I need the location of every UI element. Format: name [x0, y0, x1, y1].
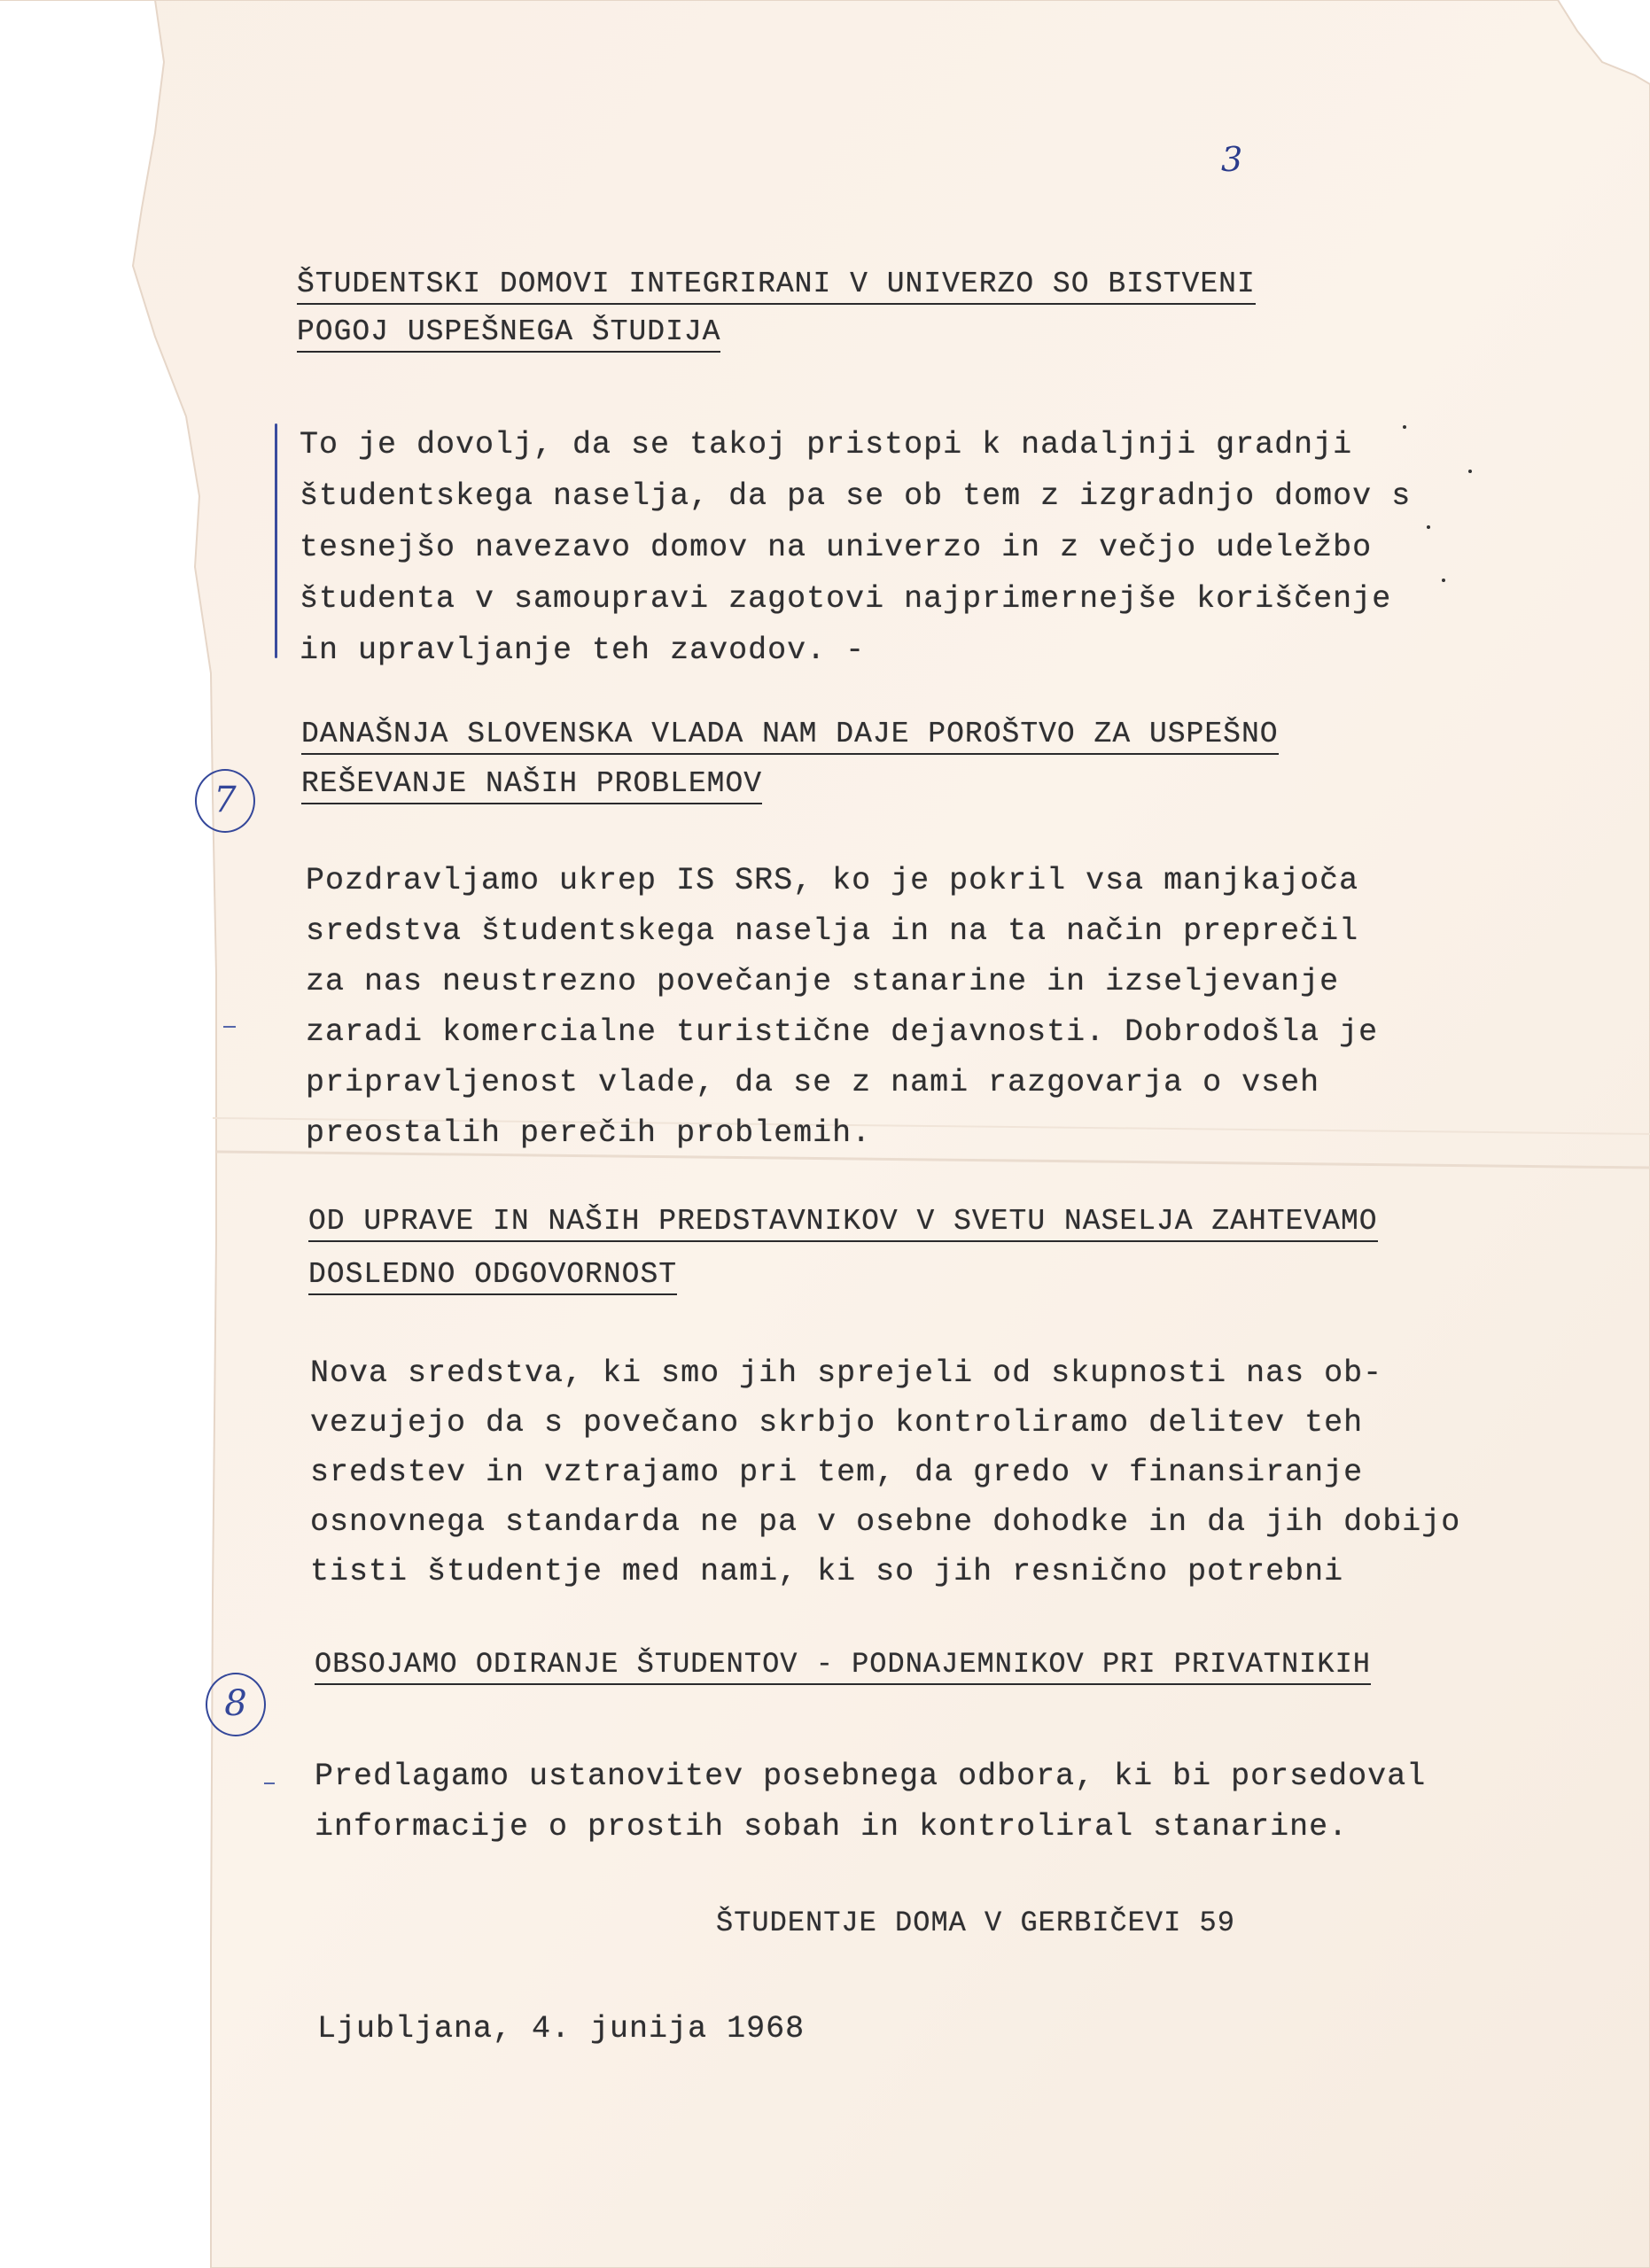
section3-paragraph-line2: vezujejo da s povečano skrbjo kontroliramo delitev teh	[310, 1405, 1364, 1441]
section4-heading: OBSOJAMO ODIRANJE ŠTUDENTOV - PODNAJEMNIKOV PRI PRIVATNIKIH	[315, 1648, 1371, 1685]
section2-heading-line2: REŠEVANJE NAŠIH PROBLEMOV	[301, 767, 762, 804]
section2-paragraph-line2: sredstva študentskega naselja in na ta način preprečil	[306, 913, 1359, 949]
section1-heading-line1: ŠTUDENTSKI DOMOVI INTEGRIRANI V UNIVERZO SO BISTVENI	[297, 268, 1256, 305]
section1-paragraph-line5: in upravljanje teh zavodov. -	[300, 633, 866, 668]
section4-paragraph-line1: Predlagamo ustanovitev posebnega odbora, ki bi porsedoval	[315, 1759, 1427, 1794]
section3-paragraph-line4: osnovnega standarda ne pa v osebne dohodke in da jih dobijo	[310, 1504, 1461, 1540]
margin-dot	[1403, 425, 1406, 429]
margin-number-7: 7	[195, 769, 255, 833]
section3-heading-line1: OD UPRAVE IN NAŠIH PREDSTAVNIKOV V SVETU NASELJA ZAHTEVAMO	[308, 1205, 1378, 1242]
margin-dot	[1427, 525, 1430, 529]
margin-tick	[264, 1783, 275, 1784]
margin-dot	[1442, 579, 1445, 582]
section3-paragraph-line1: Nova sredstva, ki smo jih sprejeli od skupnosti nas ob-	[310, 1355, 1383, 1391]
section3-paragraph-line5: tisti študentje med nami, ki so jih resnično potrebni	[310, 1554, 1344, 1589]
place-date: Ljubljana, 4. junija 1968	[317, 2011, 806, 2047]
section1-heading-line2: POGOJ USPEŠNEGA ŠTUDIJA	[297, 315, 720, 353]
section1-paragraph-line2: študentskega naselja, da pa se ob tem z izgradnjo domov s	[300, 478, 1412, 514]
margin-marker-line	[275, 423, 277, 658]
section1-paragraph-line3: tesnejšo navezavo domov na univerzo in z večjo udeležbo	[300, 530, 1373, 565]
section2-paragraph-line6: preostalih perečih problemih.	[306, 1115, 872, 1151]
section1-paragraph-line4: študenta v samoupravi zagotovi najprimernejše koriščenje	[300, 581, 1392, 617]
section2-paragraph-line1: Pozdravljamo ukrep IS SRS, ko je pokril vsa manjkajoča	[306, 863, 1359, 898]
section2-paragraph-line4: zaradi komercialne turistične dejavnosti. Dobrodošla je	[306, 1014, 1379, 1050]
signature-line: ŠTUDENTJE DOMA V GERBIČEVI 59	[716, 1907, 1235, 1939]
section2-paragraph-line5: pripravljenost vlade, da se z nami razgovarja o vseh	[306, 1065, 1320, 1100]
margin-number-8: 8	[206, 1673, 266, 1736]
section3-paragraph-line3: sredstev in vztrajamo pri tem, da gredo v finansiranje	[310, 1455, 1364, 1490]
page-number: 3	[1221, 140, 1243, 179]
section1-paragraph-line1: To je dovolj, da se takoj pristopi k nadaljnji gradnji	[300, 427, 1353, 462]
section3-heading-line2: DOSLEDNO ODGOVORNOST	[308, 1258, 677, 1295]
margin-dot	[1468, 470, 1472, 473]
margin-tick	[223, 1026, 236, 1028]
section2-paragraph-line3: za nas neustrezno povečanje stanarine in izseljevanje	[306, 964, 1340, 999]
section2-heading-line1: DANAŠNJA SLOVENSKA VLADA NAM DAJE POROŠTVO ZA USPEŠNO	[301, 718, 1279, 755]
section4-paragraph-line2: informacije o prostih sobah in kontroliral stanarine.	[315, 1809, 1349, 1845]
